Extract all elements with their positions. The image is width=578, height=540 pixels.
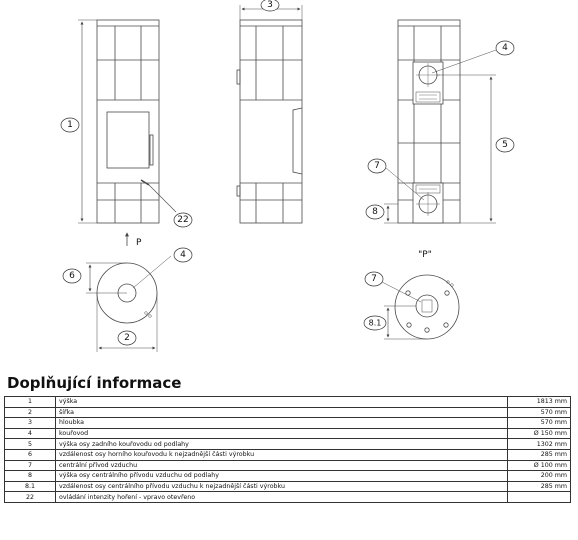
spec-number: 7 bbox=[5, 460, 56, 471]
front-view bbox=[78, 20, 176, 246]
spec-value: 1813 mm bbox=[508, 397, 571, 408]
callout-label: 4 bbox=[180, 250, 186, 260]
callout-label: 8 bbox=[372, 207, 378, 217]
callout-label: 22 bbox=[177, 215, 189, 225]
table-row bbox=[5, 428, 571, 439]
spec-value: Ø 100 mm bbox=[508, 460, 571, 471]
rear-view bbox=[384, 20, 496, 223]
spec-label: centrální přívod vzduchu bbox=[56, 460, 508, 471]
table-row bbox=[5, 460, 571, 471]
spec-number: 4 bbox=[5, 428, 56, 439]
spec-value: Ø 150 mm bbox=[508, 428, 571, 439]
spec-label: vzdálenost osy centrálního přívodu vzduchu k nejzadnější části výrobku bbox=[56, 481, 508, 492]
callout-label: 1 bbox=[67, 120, 73, 130]
spec-value: 200 mm bbox=[508, 471, 571, 482]
spec-value: 570 mm bbox=[508, 407, 571, 418]
table-row bbox=[5, 471, 571, 482]
spec-number: 2 bbox=[5, 407, 56, 418]
table-row bbox=[5, 397, 571, 408]
callout-label: 8.1 bbox=[368, 318, 382, 328]
specs-table-body bbox=[5, 397, 571, 503]
spec-number: 6 bbox=[5, 449, 56, 460]
table-row bbox=[5, 407, 571, 418]
spec-value: 285 mm bbox=[508, 449, 571, 460]
spec-value: 285 mm bbox=[508, 481, 571, 492]
specs-table bbox=[4, 396, 571, 503]
table-row bbox=[5, 449, 571, 460]
table-row bbox=[5, 418, 571, 429]
callout-label: 4 bbox=[502, 43, 508, 53]
spec-label: šířka bbox=[56, 407, 508, 418]
spec-value bbox=[508, 492, 571, 503]
spec-label: hloubka bbox=[56, 418, 508, 429]
spec-label: výška osy zadního kouřovodu od podlahy bbox=[56, 439, 508, 450]
section-title: Doplňující informace bbox=[7, 374, 182, 392]
spec-number: 5 bbox=[5, 439, 56, 450]
spec-label: ovládání intenzity hoření - vpravo otevřeno bbox=[56, 492, 508, 503]
table-row bbox=[5, 492, 571, 503]
view-arrow-label: P bbox=[136, 238, 142, 248]
table-row bbox=[5, 481, 571, 492]
spec-value: 1302 mm bbox=[508, 439, 571, 450]
callout-label: 7 bbox=[374, 161, 380, 171]
table-row bbox=[5, 439, 571, 450]
spec-number: 8.1 bbox=[5, 481, 56, 492]
callout-label: 6 bbox=[69, 271, 75, 281]
bottom-view-p bbox=[382, 275, 459, 339]
spec-label: výška osy centrálního přívodu vzduchu od podlahy bbox=[56, 471, 508, 482]
spec-number: 1 bbox=[5, 397, 56, 408]
callout-label: 3 bbox=[267, 0, 273, 10]
spec-number: 3 bbox=[5, 418, 56, 429]
spec-label: kouřovod bbox=[56, 428, 508, 439]
spec-value: 570 mm bbox=[508, 418, 571, 429]
side-view bbox=[237, 5, 302, 223]
spec-label: výška bbox=[56, 397, 508, 408]
spec-label: vzdálenost osy horního kouřovodu k nejzadnější části výrobku bbox=[56, 449, 508, 460]
callout-label: 5 bbox=[502, 140, 508, 150]
spec-number: 8 bbox=[5, 471, 56, 482]
spec-number: 22 bbox=[5, 492, 56, 503]
callout-label: 2 bbox=[124, 333, 130, 343]
view-title: "P" bbox=[418, 250, 432, 260]
callout-label: 7 bbox=[371, 274, 377, 284]
